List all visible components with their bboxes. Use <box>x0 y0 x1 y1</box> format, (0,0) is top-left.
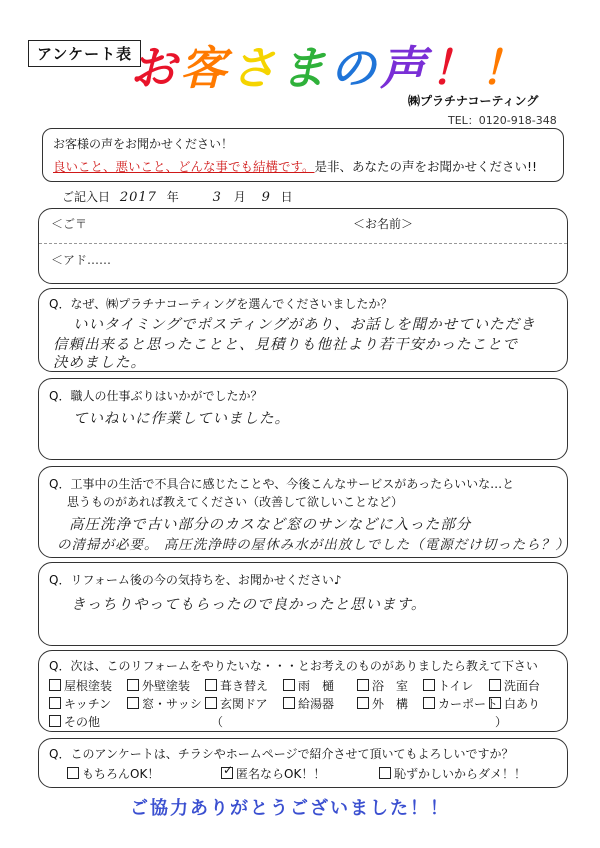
title-char: ま <box>280 41 330 95</box>
answer-line: 信頼出来ると思ったことと、見積りも他社より若干安かったことで <box>53 337 518 353</box>
answer-line: いいタイミングでポスティングがあり、お話しを聞かせていただき <box>73 317 536 333</box>
reform-option-9[interactable] <box>205 695 268 712</box>
checkbox[interactable] <box>423 679 435 691</box>
option-label: カーポート <box>438 697 499 711</box>
option-label: 窓・サッシ <box>142 697 202 711</box>
option-label: トイレ <box>438 679 474 693</box>
answer-line: 高圧洗浄で古い部分のカスなど窓のサンなどに入った部分 <box>69 517 472 533</box>
intro-banner <box>42 128 564 182</box>
checkbox[interactable] <box>205 697 217 709</box>
checkbox[interactable] <box>205 679 217 691</box>
option-label: キッチン <box>64 697 112 711</box>
title-char: 客 <box>180 41 230 95</box>
option-label: 外 構 <box>372 697 409 711</box>
title-char: ！ <box>480 41 530 95</box>
reform-option-1[interactable] <box>127 677 190 694</box>
question-box-next-reform <box>38 650 568 732</box>
reform-option-6[interactable] <box>489 677 540 694</box>
checkbox[interactable] <box>357 679 369 691</box>
title-char: の <box>330 41 380 95</box>
reform-option-8[interactable] <box>127 695 202 712</box>
question-text-2: 思うものがあれば教えてください（改善して欲しいことなど） <box>67 495 404 509</box>
checkbox[interactable] <box>49 715 61 727</box>
checkbox[interactable] <box>283 679 295 691</box>
entry-date <box>62 188 293 205</box>
question-box-improvements <box>38 466 568 558</box>
option-label: 給湯器 <box>298 697 335 711</box>
option-label: 雨 樋 <box>298 679 335 693</box>
address-label: ＜アド…… <box>51 253 112 267</box>
question-text: Q．このアンケートは、チラシやホームページで紹介させて頂いてもよろしいですか？ <box>49 747 514 761</box>
reform-option-12[interactable] <box>423 695 498 712</box>
check-mark-icon: ✓ <box>223 763 234 777</box>
reform-option-11[interactable] <box>357 695 408 712</box>
option-label: その他 <box>64 715 101 729</box>
date-day-unit: 日 <box>280 190 293 204</box>
question-box-feelings <box>38 562 568 646</box>
intro-line: お客様の声をお聞かせください！ <box>53 137 234 151</box>
intro-line-2 <box>53 157 537 175</box>
option-label: 外壁塗装 <box>142 679 191 693</box>
date-label: ご記入日 <box>62 190 111 204</box>
customer-info-box <box>38 208 568 284</box>
question-text: Q．職人の仕事ぶりはいかがでしたか？ <box>49 389 263 403</box>
title-char: お <box>130 41 180 95</box>
checkbox[interactable] <box>49 679 61 691</box>
date-month: 3 <box>212 190 222 205</box>
checkbox[interactable] <box>489 697 501 709</box>
title-char: ！ <box>430 41 480 95</box>
reform-option-5[interactable] <box>423 677 473 694</box>
question-text: Q．工事中の生活で不具合に感じたことや、今後こんなサービスがあったらいいな…と <box>49 477 515 491</box>
option-label: 浴 室 <box>372 679 409 693</box>
other-close-paren: ） <box>495 715 508 729</box>
checkbox[interactable] <box>379 767 391 779</box>
checkbox[interactable] <box>49 697 61 709</box>
checkbox[interactable] <box>423 697 435 709</box>
zip-label: ＜ご〒 <box>51 217 88 231</box>
option-label: 洗面台 <box>504 679 541 693</box>
intro-request: 是非、あなたの声をお聞かせください!! <box>314 159 538 174</box>
title-char: さ <box>230 41 280 95</box>
checkbox[interactable] <box>221 763 234 779</box>
option-label: 白あり <box>504 697 541 711</box>
page-title <box>130 38 530 98</box>
date-year-unit: 年 <box>166 190 179 204</box>
date-day: 9 <box>261 190 271 205</box>
date-month-unit: 月 <box>233 190 246 204</box>
question-text: Q．リフォーム後の今の気持ちを、お聞かせください♪ <box>49 573 342 587</box>
permission-option-0[interactable] <box>67 765 159 782</box>
option-label: 屋根塗装 <box>64 679 113 693</box>
checkbox[interactable] <box>127 697 139 709</box>
phone-number: TEL：0120-918-348 <box>448 114 557 127</box>
company-name: ㈱プラチナコーティング <box>408 94 539 108</box>
question-box-reason <box>38 288 568 372</box>
reform-option-3[interactable] <box>283 677 334 694</box>
option-label: 玄関ドア <box>220 697 268 711</box>
checkbox[interactable] <box>127 679 139 691</box>
checkbox[interactable] <box>283 697 295 709</box>
question-text: Q．なぜ、㈱プラチナコーティングを選んでくださいましたか？ <box>49 297 393 311</box>
permission-option-2[interactable] <box>379 765 526 782</box>
divider <box>39 243 567 244</box>
survey-tag: アンケート表 <box>28 40 141 67</box>
checkbox[interactable] <box>67 767 79 779</box>
reform-option-10[interactable] <box>283 695 334 712</box>
answer-line: 決めました。 <box>53 355 146 371</box>
checkbox[interactable] <box>357 697 369 709</box>
reform-option-14[interactable] <box>49 713 100 730</box>
intro-highlight: 良いこと、悪いこと、どんな事でも結構です。 <box>53 159 315 174</box>
name-label: ＜お名前＞ <box>353 217 414 231</box>
permission-option-1[interactable] <box>221 765 325 782</box>
reform-option-2[interactable] <box>205 677 268 694</box>
reform-option-4[interactable] <box>357 677 408 694</box>
reform-option-7[interactable] <box>49 695 111 712</box>
checkbox[interactable] <box>489 679 501 691</box>
reform-option-0[interactable] <box>49 677 112 694</box>
answer-line: ていねいに作業していました。 <box>73 411 290 427</box>
reform-option-13[interactable] <box>489 695 540 712</box>
other-open-paren: （ <box>211 715 224 729</box>
question-text: Q．次は、このリフォームをやりたいな・・・とお考えのものがありましたら教えて下さい <box>49 659 538 673</box>
thanks-message: ご協力ありがとうございました！！ <box>130 798 450 819</box>
option-label: もちろんOK！ <box>82 767 160 781</box>
answer-line: きっちりやってもらったので良かったと思います。 <box>71 597 427 613</box>
answer-line: の清掃が必要。 高圧洗浄時の屋休み水が出放しでした（電源だけ切ったら？） <box>57 537 570 553</box>
option-label: 葺き替え <box>220 679 269 693</box>
date-year: 2017 <box>119 190 157 205</box>
question-box-craftsmanship <box>38 378 568 460</box>
option-label: 匿名ならOK！！ <box>236 767 326 781</box>
title-char: 声 <box>380 41 430 95</box>
question-box-permission <box>38 738 568 788</box>
option-label: 恥ずかしいからダメ！！ <box>394 767 527 781</box>
